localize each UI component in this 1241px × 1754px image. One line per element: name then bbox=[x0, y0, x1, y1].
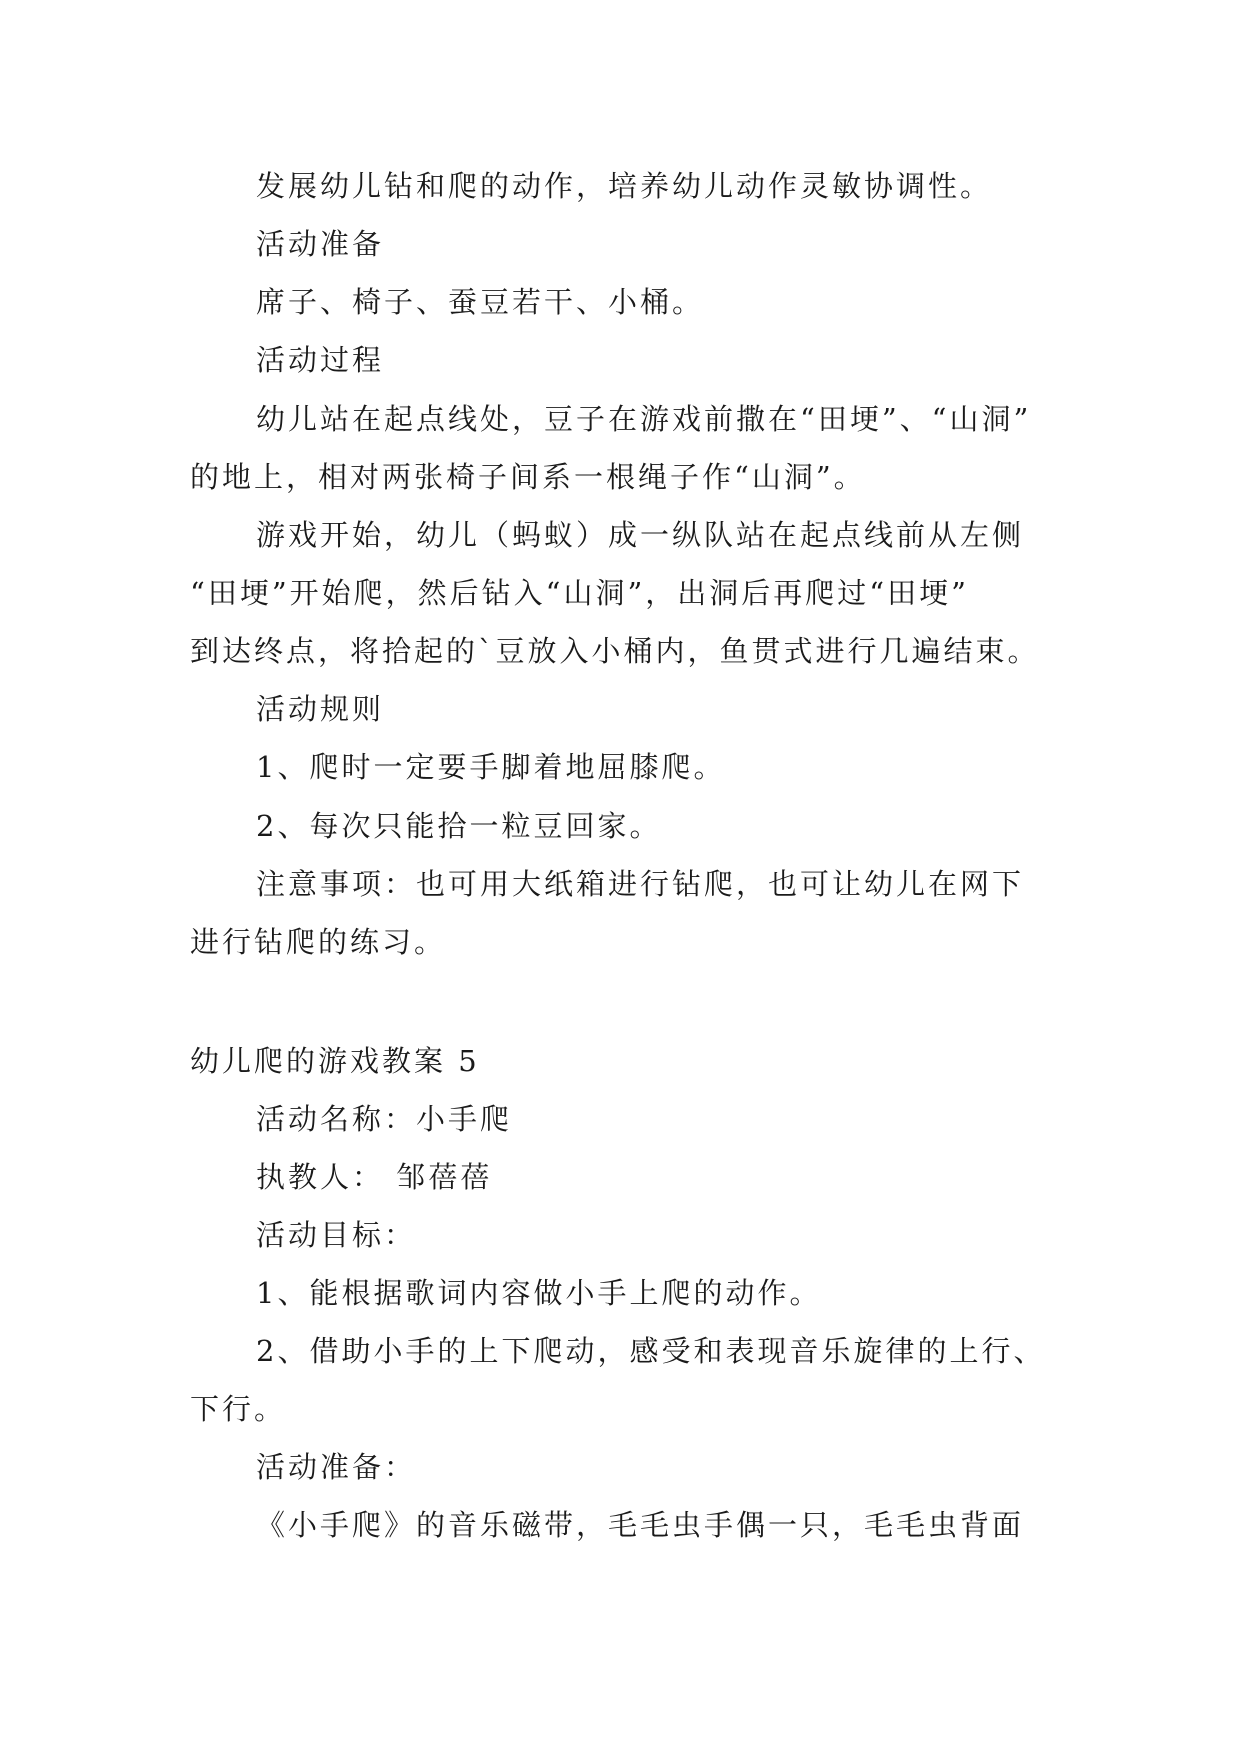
section-heading: 活动目标： bbox=[256, 1218, 417, 1252]
paragraph-line: “田埂”开始爬，然后钻入“山洞”，出洞后再爬过“田埂” bbox=[190, 576, 969, 610]
paragraph-line: 下行。 bbox=[190, 1392, 287, 1426]
paragraph-line: 游戏开始，幼儿（蚂蚁）成一纵队站在起点线前从左侧 bbox=[256, 518, 1025, 552]
paragraph-line: 《小手爬》的音乐磁带，毛毛虫手偶一只，毛毛虫背面 bbox=[256, 1508, 1025, 1542]
list-item: 2、每次只能拾一粒豆回家。 bbox=[256, 809, 662, 843]
paragraph-line: 执教人： 邹蓓蓓 bbox=[256, 1160, 493, 1194]
list-item: 2、借助小手的上下爬动，感受和表现音乐旋律的上行、 bbox=[256, 1334, 1046, 1368]
paragraph-line: 注意事项：也可用大纸箱进行钻爬，也可让幼儿在网下 bbox=[256, 867, 1025, 901]
section-heading: 活动准备 bbox=[256, 227, 385, 261]
paragraph-line: 幼儿站在起点线处，豆子在游戏前撒在“田埂”、“山洞” bbox=[256, 402, 1032, 436]
document-title: 幼儿爬的游戏教案 5 bbox=[190, 1044, 480, 1078]
paragraph-line: 进行钻爬的练习。 bbox=[190, 925, 447, 959]
section-heading: 活动规则 bbox=[256, 692, 385, 726]
paragraph-line: 席子、椅子、蚕豆若干、小桶。 bbox=[256, 285, 705, 319]
list-item: 1、爬时一定要手脚着地屈膝爬。 bbox=[256, 750, 726, 784]
paragraph-line: 活动名称：小手爬 bbox=[256, 1102, 513, 1136]
paragraph-line: 的地上，相对两张椅子间系一根绳子作“山洞”。 bbox=[190, 460, 866, 494]
list-item: 1、能根据歌词内容做小手上爬的动作。 bbox=[256, 1276, 822, 1310]
paragraph-line: 到达终点，将拾起的`豆放入小桶内，鱼贯式进行几遍结束。 bbox=[190, 634, 1040, 668]
paragraph-line: 发展幼儿钻和爬的动作，培养幼儿动作灵敏协调性。 bbox=[256, 169, 993, 203]
section-heading: 活动准备： bbox=[256, 1450, 417, 1484]
section-heading: 活动过程 bbox=[256, 343, 385, 377]
